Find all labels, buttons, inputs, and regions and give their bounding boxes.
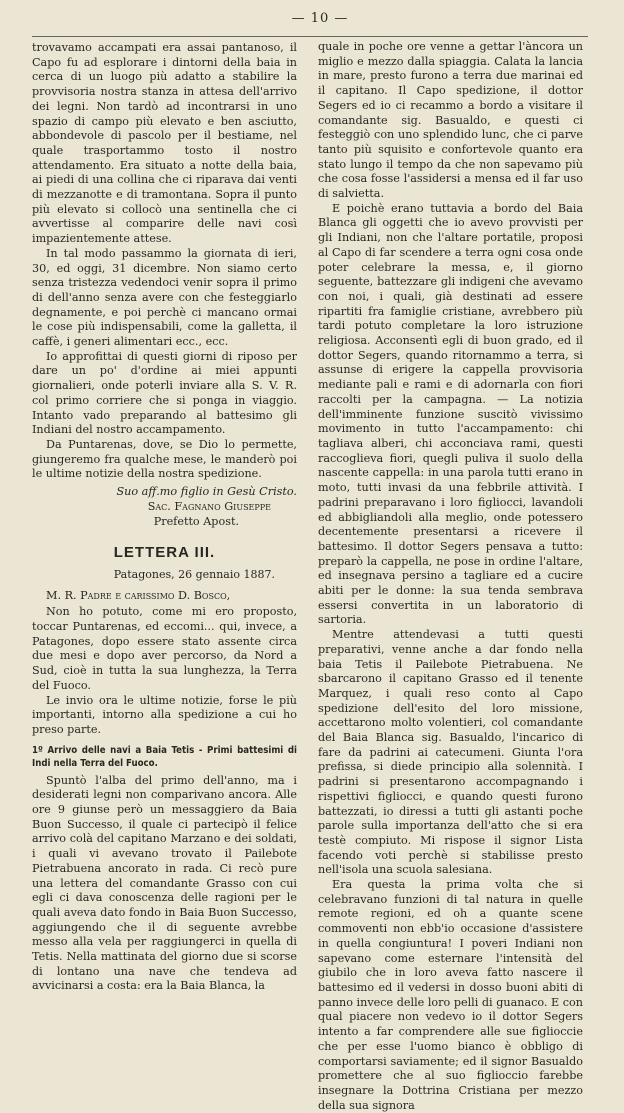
page-number: — 10 —	[291, 11, 349, 26]
paragraph: Le invio ora le ultime notizie, forse le più importanti, intorno alla spedizione a cui ho preso parte.	[32, 693, 297, 736]
signature-closing: Suo aff.mo figlio in Gesù Cristo.	[116, 485, 297, 499]
signature-block	[32, 485, 297, 529]
paragraph: trovavamo accampati era assai pantanoso, il Capo fu ad esplorare i dintorni della baia in cerca di un luogo più adatto a stabilire la provvisoria nostra stanza in attesa dell'arrivo dei legni. Non tardò ad incontrarsi in uno spazio di campo più elevato e ben asciutto, abbondevole di pascolo per il bestiame, nel quale trasportammo tosto il nostro attendamento. Era situato a notte della baia, ai piedi di una collina che ci riparava dai venti di mezzanotte e di tramontana. Sopra il punto più elevato si collocò una sentinella che ci avvertisse al comparire delle navi così impazientemente attese.	[32, 41, 297, 246]
paragraph: Io approfittai di questi giorni di riposo per dare un po' d'ordine ai miei appunti giornalieri, onde poterli inviare alla S. V. R. col primo corriere che si ponga in viaggio. Intanto vado preparando al battesimo gli Indiani del nostro accampamento.	[32, 349, 297, 437]
paragraph: Spuntò l'alba del primo dell'anno, ma i desiderati legni non comparivano ancora. Alle ore 9 giunse però un messaggiero da Baia Buon Successo, il quale ci partecipò il felice arrivo colà del capitano Marzano e dei soldati, i quali vi avevano trovato il Pailebote Pietrabuena ancorato in rada. Ci recò pure una lettera del comandante Grasso con cui egli ci dava conoscenza delle ragioni per le quali aveva dato fondo in Baia Buon Successo, aggiungendo che il di seguente avrebbe messo alla vela per raggiungerci in quella di Tetis. Nella mattinata del giorno due si scorse di lontano una nave che tendeva ad avvicinarsi a costa: era la Baia Blanca, la	[32, 773, 297, 993]
paragraph: Era questa la prima volta che si celebravano funzioni di tal natura in quelle remote regioni, ed oh a quante scene commoventi non ebb'io occasione d'assistere in quella congiuntura! I poveri Indiani non sapevano come esternare l'intensità del giubilo che in loro aveva fatto nascere il battesimo ed il vedersi in dosso buoni abiti di panno invece delle loro pelli di guanaco. E con qual piacere non vedevo io il dottor Segers intento a far comprendere alle sue figlioccie che per esse l'uomo bianco è obbligo di comportarsi saviamente; ed il signor Basualdo promettere che al suo figlioccio farebbe insegnare la Dottrina Cristiana per mezzo della sua signora	[318, 878, 583, 1112]
right-column	[318, 40, 583, 1113]
letter-title: LETTERA III.	[113, 544, 216, 562]
paragraph: In tal modo passammo la giornata di ieri, 30, ed oggi, 31 dicembre. Non siamo certo senza tristezza vedendoci venir sopra il primo di dell'anno senza avere con che festeggiarlo degnamente, e poi perchè ci mancano ormai le cose più indispensabili, come la galletta, il caffè, i generi alimentari ecc., ecc.	[32, 246, 297, 349]
paragraph: Non ho potuto, come mi ero proposto, toccar Puntarenas, ed eccomi... qui, invece, a Patagones, dopo essere stato assente circa due mesi e dopo aver percorso, da Nord a Sud, cioè in tutta la sua lunghezza, la Terra del Fuoco.	[32, 605, 297, 692]
salutation: M. R. Padre e carissimo D. Bosco,	[46, 588, 231, 602]
paragraph: Mentre attendevasi a tutti questi preparativi, venne anche a dar fondo nella baia Tetis il Pailebote Pietrabuena. Ne sbarcarono il capitano Grasso ed il tenente Marquez, i quali reso conto al Capo spedizione dell'esito del loro missione, accettarono molto volentieri, col comandante del Baia Blanca sig. Basualdo, l'incarico di fare da padrini ai catecumeni. Giunta l'ora prefissa, si diede principio alla solennità. I padrini si presentarono accompagnando i rispettivi figliocci, e quando questi furono battezzati, io diressi a tutti gli astanti poche parole sulla importanza dell'atto che si era testè compiuto. Mi rispose il signor Lista facendo voti perchè si stabilisse presto nell'isola una scuola salesiana.	[318, 628, 583, 877]
paragraph: Da Puntarenas, dove, se Dio lo permette, giungeremo fra qualche mese, le manderò poi le ultime notizie della nostra spedizione.	[32, 437, 297, 481]
header-rule	[32, 36, 588, 37]
paragraph: E poichè erano tuttavia a bordo del Baia Blanca gli oggetti che io avevo provvisti per gli Indiani, non che l'altare portatile, proposi al Capo di far scendere a terra ogni cosa onde poter celebrare la messa, e, il giorno seguente, battezzare gli indigeni che avevamo con noi, i quali, già destinati ad essere ripartiti fra famiglie cristiane, avrebbero più tardi potuto completare la loro istruzione religiosa. Acconsentì egli di buon grado, ed il dottor Segers, quando ritornammo a terra, si assunse di erigere la cappella provvisoria mediante pali e rami e di adornarla con fiori raccolti per la campagna. — La notizia dell'imminente funzione suscitò vivissimo movimento in tutto l'accampamento: chi tagliava alberi, chi acconciava rami, questi raccoglieva fiori, quegli puliva il suolo della nascente cappella: in una parola tutti erano in moto, tutti invasi da una febbrile attività. I padrini preparavano i loro figliocci, lavandoli ed abbigliandoli alla meglio, onde potessero decentemente presentarsi a ricevere il battesimo. Il dottor Segers pensava a tutto: preparò la cappella, ne pose in ordine l'altare, ed insegnava persino a tagliare ed a cucire abiti per le donne: la sua tenda sembrava essersi convertita in un laboratorio di sartoria.	[318, 201, 583, 627]
paragraph: quale in poche ore venne a gettar l'àncora un miglio e mezzo dalla spiaggia. Calata la lancia in mare, presto furono a terra due marinai ed il capitano. Il Capo spedizione, il dottor Segers ed io ci recammo a bordo a visitare il comandante sig. Basualdo, e questi ci festeggiò con uno splendido lunc, che ci parve tanto più squisito e confortevole quanto era stato lungo il tempo da che non sapevamo più che cosa fosse l'assidersi a mensa ed il far uso di salvietta.	[318, 40, 583, 201]
section-heading: 1º Arrivo delle navi a Baia Tetis - Primi battesimi di Indi nella Terra del Fuoco.	[32, 744, 297, 769]
left-column	[32, 41, 297, 994]
signature-name: Sac. Fagnano Giuseppe	[147, 499, 271, 513]
signature-title: Prefetto Apost.	[153, 514, 239, 528]
place-date: Patagones, 26 gennaio 1887.	[113, 567, 275, 581]
